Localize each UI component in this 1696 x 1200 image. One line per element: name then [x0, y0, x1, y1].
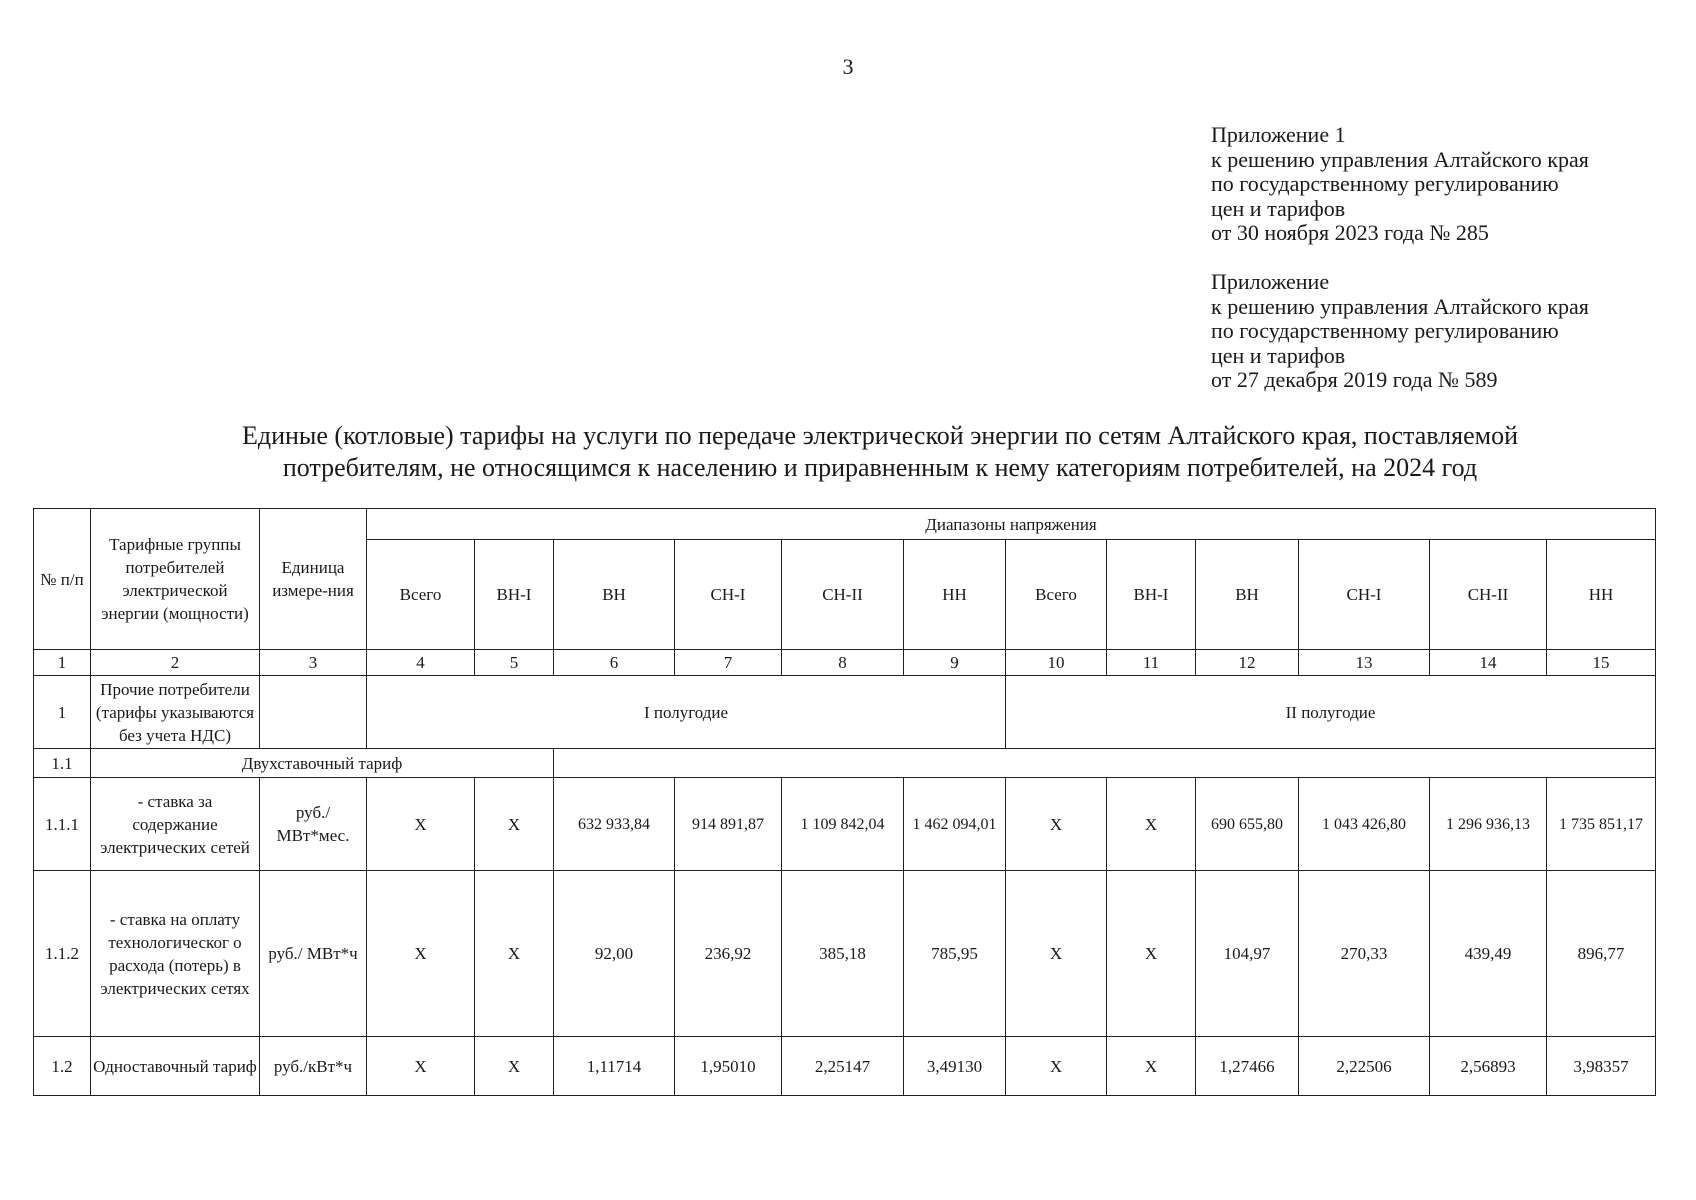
header-col: НН	[1547, 540, 1656, 650]
half-year-2: II полугодие	[1006, 676, 1656, 749]
appendix-2-line: к решению управления Алтайского края	[1211, 293, 1589, 319]
row-value: 1,11714	[554, 1037, 675, 1096]
table-row	[34, 1037, 1656, 1096]
row-value: 385,18	[782, 871, 904, 1037]
row-unit: руб./ МВт*мес.	[260, 778, 367, 871]
header-group: Тарифные группы потребителей электрической энергии (мощности)	[91, 509, 260, 650]
row-value: 3,98357	[1547, 1037, 1656, 1096]
row-value: 785,95	[904, 871, 1006, 1037]
row-value: X	[475, 871, 554, 1037]
header-col: СН-II	[782, 540, 904, 650]
header-col: НН	[904, 540, 1006, 650]
row-num: 1.2	[34, 1037, 91, 1096]
row-value: X	[1006, 778, 1107, 871]
row-value: X	[1006, 871, 1107, 1037]
row-value: 439,49	[1430, 871, 1547, 1037]
column-number: 14	[1430, 650, 1547, 676]
header-col: СН-I	[675, 540, 782, 650]
column-number: 5	[475, 650, 554, 676]
row-value: 1 735 851,17	[1547, 778, 1656, 871]
table-row	[34, 871, 1656, 1037]
row-unit: руб./ МВт*ч	[260, 871, 367, 1037]
column-number: 6	[554, 650, 675, 676]
row-value: 632 933,84	[554, 778, 675, 871]
header-col: СН-I	[1299, 540, 1430, 650]
row-value: 92,00	[554, 871, 675, 1037]
row-value: 914 891,87	[675, 778, 782, 871]
row-name: - ставка за содержание электрических сетей	[91, 778, 260, 871]
column-number: 8	[782, 650, 904, 676]
row-value: X	[1107, 1037, 1196, 1096]
row-value: 2,22506	[1299, 1037, 1430, 1096]
column-number: 12	[1196, 650, 1299, 676]
category-num: 1	[34, 676, 91, 749]
row-value: 270,33	[1299, 871, 1430, 1037]
header-col: ВН-I	[475, 540, 554, 650]
appendix-1-line: от 30 ноября 2023 года № 285	[1211, 220, 1489, 245]
subcategory-name: Двухставочный тариф	[91, 749, 554, 778]
category-unit-empty	[260, 676, 367, 749]
column-number: 1	[34, 650, 91, 676]
appendix-1-block	[1211, 123, 1589, 246]
row-value: 104,97	[1196, 871, 1299, 1037]
row-value: X	[475, 1037, 554, 1096]
tariff-table	[33, 508, 1656, 1096]
row-value: 1 462 094,01	[904, 778, 1006, 871]
header-num: № п/п	[34, 509, 91, 650]
row-value: 896,77	[1547, 871, 1656, 1037]
page-number: 3	[842, 54, 854, 79]
row-value: X	[475, 778, 554, 871]
header-col: ВН	[1196, 540, 1299, 650]
row-unit: руб./кВт*ч	[260, 1037, 367, 1096]
document-title	[150, 420, 1610, 484]
row-value: X	[367, 1037, 475, 1096]
header-col: СН-II	[1430, 540, 1547, 650]
row-num: 1.1.2	[34, 871, 91, 1037]
row-value: 1,27466	[1196, 1037, 1299, 1096]
document-title-line-2: потребителям, не относящимся к населению и приравненным к нему категориям потребителей, на 2024 год	[282, 453, 1478, 482]
row-name: Одноставочный тариф	[91, 1037, 260, 1096]
header-col: ВН	[554, 540, 675, 650]
row-value: X	[1107, 871, 1196, 1037]
appendix-2-block	[1211, 270, 1589, 393]
row-name: - ставка на оплату технологическог о расхода (потерь) в электрических сетях	[91, 871, 260, 1037]
header-unit: Единица измере-ния	[260, 509, 367, 650]
table-row	[34, 778, 1656, 871]
column-number: 10	[1006, 650, 1107, 676]
row-value: 3,49130	[904, 1037, 1006, 1096]
document-title-line-1: Единые (котловые) тарифы на услуги по передаче электрической энергии по сетям Алтайского края, поставляемой	[241, 421, 1519, 450]
header-col: ВН-I	[1107, 540, 1196, 650]
subcategory-row	[34, 749, 1656, 778]
row-value: 2,25147	[782, 1037, 904, 1096]
subcategory-num: 1.1	[34, 749, 91, 778]
column-number: 4	[367, 650, 475, 676]
appendix-2-line: по государственному регулированию	[1211, 318, 1559, 343]
column-number: 11	[1107, 650, 1196, 676]
row-num: 1.1.1	[34, 778, 91, 871]
appendix-1-line: к решению управления Алтайского края	[1211, 146, 1589, 172]
row-value: 1 109 842,04	[782, 778, 904, 871]
appendix-1-line: по государственному регулированию	[1211, 171, 1559, 196]
appendix-2-line: Приложение	[1211, 269, 1330, 294]
row-value: 236,92	[675, 871, 782, 1037]
row-value: 1 296 936,13	[1430, 778, 1547, 871]
column-number-row	[34, 650, 1656, 676]
header-col: Всего	[1006, 540, 1107, 650]
row-value: X	[1006, 1037, 1107, 1096]
column-number: 3	[260, 650, 367, 676]
header-voltage-ranges: Диапазоны напряжения	[367, 509, 1656, 540]
appendix-2-line: от 27 декабря 2019 года № 589	[1211, 367, 1498, 392]
row-value: 690 655,80	[1196, 778, 1299, 871]
category-row	[34, 676, 1656, 749]
row-value: X	[367, 778, 475, 871]
subcategory-empty	[554, 749, 1656, 778]
row-value: 2,56893	[1430, 1037, 1547, 1096]
header-col: Всего	[367, 540, 475, 650]
appendix-1-line: Приложение 1	[1211, 122, 1346, 147]
row-value: 1,95010	[675, 1037, 782, 1096]
column-number: 2	[91, 650, 260, 676]
row-value: X	[367, 871, 475, 1037]
half-year-1: I полугодие	[367, 676, 1006, 749]
appendix-2-line: цен и тарифов	[1211, 342, 1346, 368]
category-name: Прочие потребители (тарифы указываются без учета НДС)	[91, 676, 260, 749]
appendix-1-line: цен и тарифов	[1211, 195, 1346, 221]
row-value: 1 043 426,80	[1299, 778, 1430, 871]
row-value: X	[1107, 778, 1196, 871]
column-number: 15	[1547, 650, 1656, 676]
column-number: 13	[1299, 650, 1430, 676]
column-number: 7	[675, 650, 782, 676]
column-number: 9	[904, 650, 1006, 676]
header-group-row	[34, 509, 1656, 540]
